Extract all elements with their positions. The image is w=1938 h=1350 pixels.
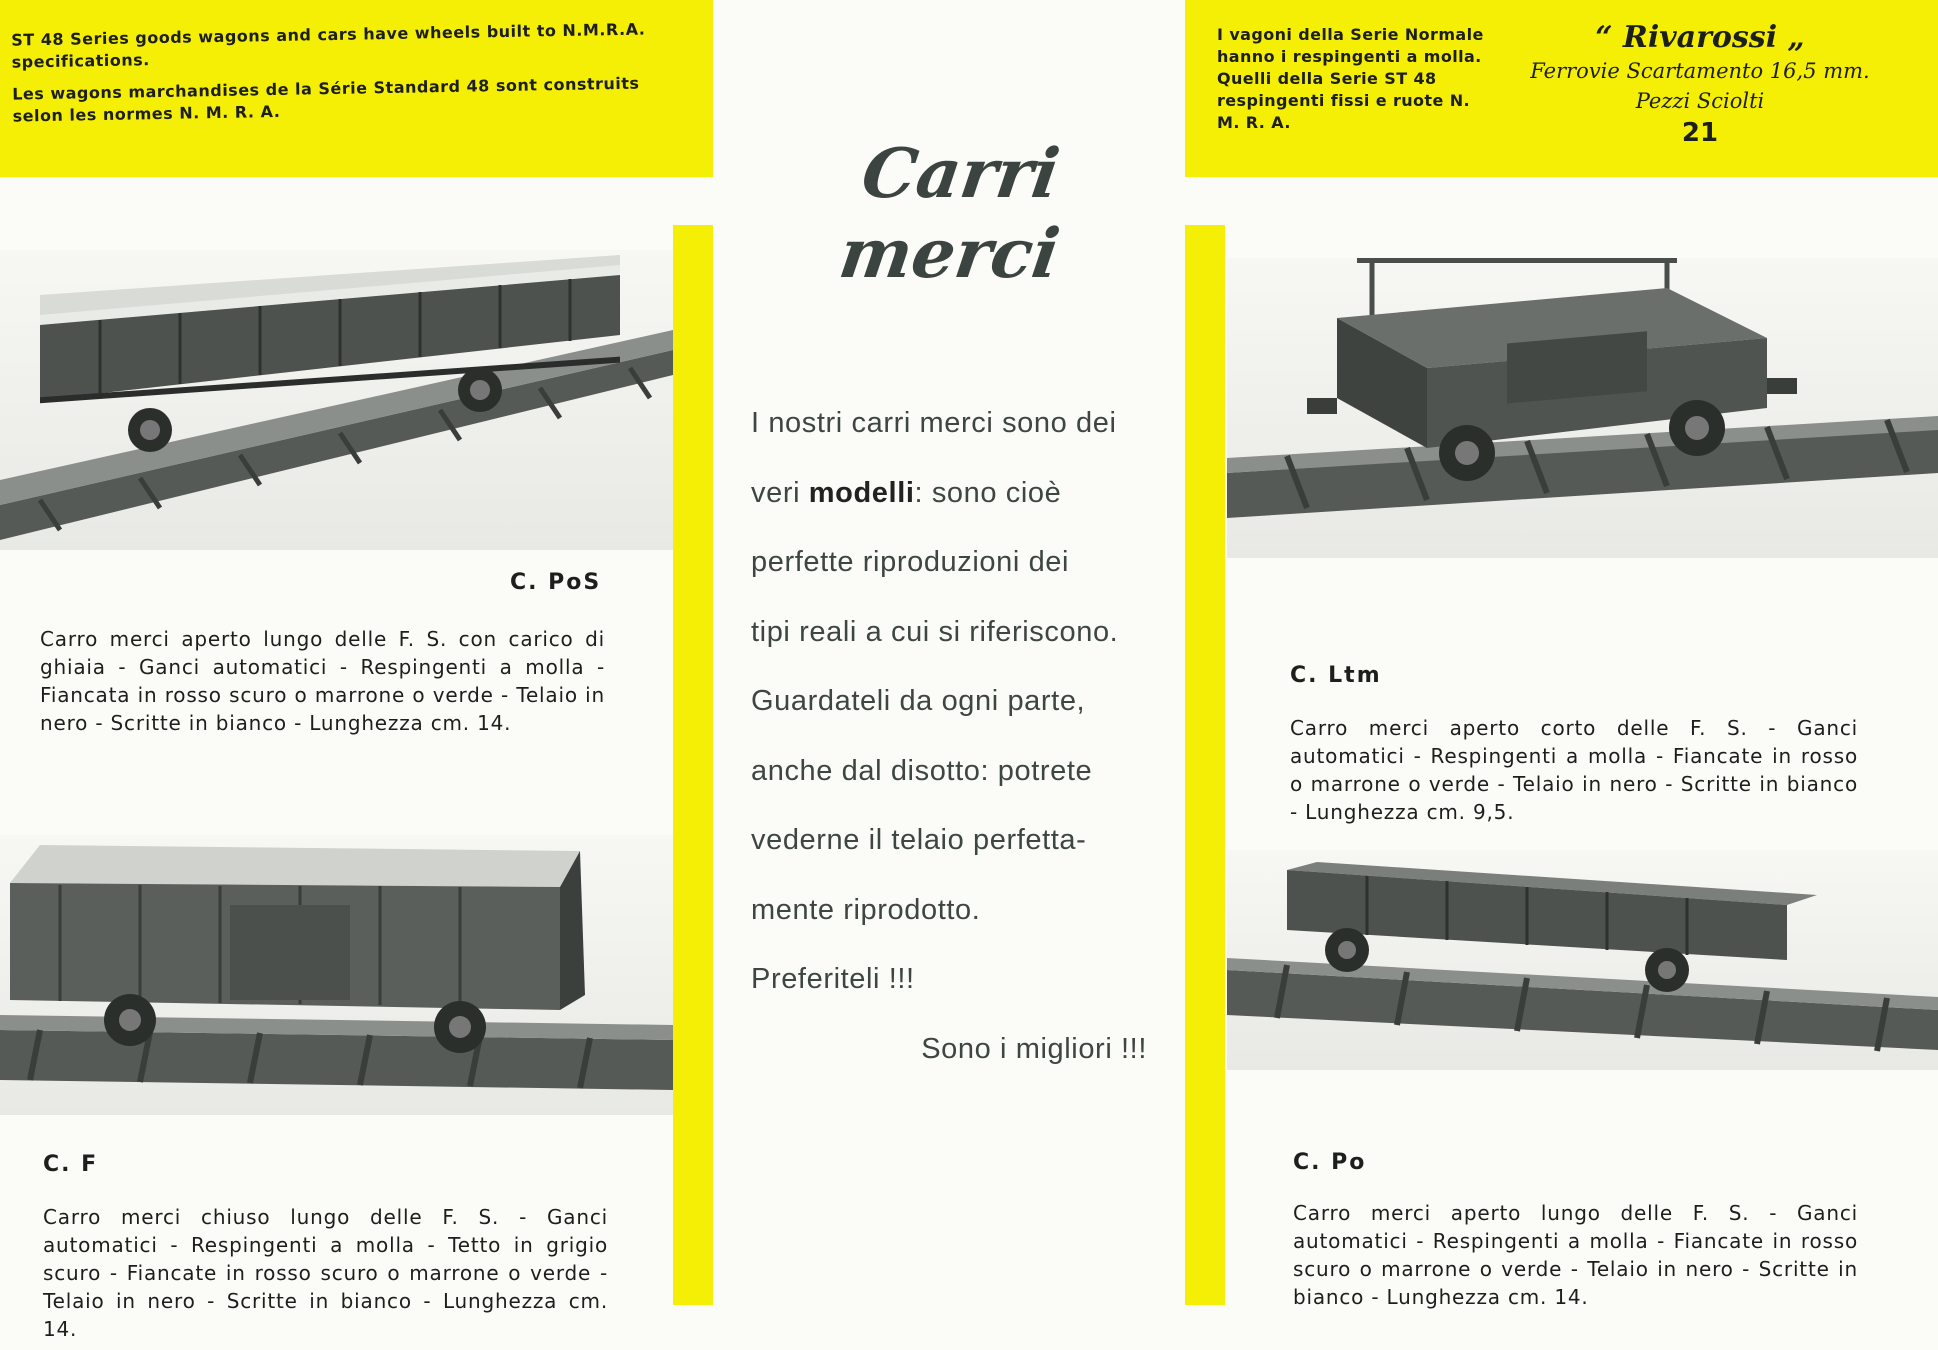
brand-subtitle-gauge: Ferrovie Scartamento 16,5 mm.: [1530, 59, 1870, 83]
center-line: Preferiteli !!!: [751, 963, 915, 995]
center-line: Sono i migliori !!!: [921, 1032, 1147, 1065]
yellow-strip-left: [673, 225, 713, 1305]
center-line: anche dal disotto: potrete: [751, 754, 1093, 787]
page-number: 21: [1681, 118, 1719, 148]
wagon-code-f: C. F: [43, 1152, 99, 1177]
center-line: vederne il telaio perfetta-: [751, 824, 1087, 856]
covered-wagon-photo: [0, 835, 673, 1115]
wagon-code-pos: C. PoS: [510, 570, 602, 595]
wagon-code-po: C. Po: [1293, 1150, 1367, 1175]
wagon-description-pos: Carro merci aperto lungo delle F. S. con carico di ghiaia - Ganci automatici - Respingenti a molla - Fiancata in rosso scuro o marrone o verde - Telaio in nero - Scritte in bianco - Lunghezza cm. 14.: [40, 627, 605, 735]
header-note-french: Les wagons marchandises de la Série Standard 48 sont construits selon les normes N. M. R. A.: [12, 73, 640, 126]
wagon-description-f: Carro merci chiuso lungo delle F. S. - Ganci automatici - Respingenti a molla - Tetto in grigio scuro - Fiancate in rosso scuro o marrone o verde - Telaio in nero - Scritte in bianco - Lunghezza cm. 14.: [43, 1205, 608, 1341]
center-emphasis: modelli: [808, 476, 915, 509]
yellow-strip-right: [1185, 225, 1225, 1305]
long-open-wagon-photo: [1227, 850, 1938, 1070]
wagon-code-ltm: C. Ltm: [1290, 663, 1382, 688]
center-line: mente riprodotto.: [751, 893, 981, 926]
brand-block: [1510, 20, 1890, 150]
wagon-description-ltm: Carro merci aperto corto delle F. S. - Ganci automatici - Respingenti a molla - Fiancate in rosso o marrone o verde - Telaio in nero - Scritte in bianco - Lunghezza cm. 9,5.: [1290, 716, 1858, 824]
header-note-english: ST 48 Series goods wagons and cars have wheels built to N.M.R.A. specifications.: [11, 19, 646, 72]
brand-subtitle-parts: Pezzi Sciolti: [1635, 89, 1765, 113]
center-line: [751, 459, 1147, 529]
center-line: perfette riproduzioni dei: [751, 546, 1070, 578]
header-note-italian: I vagoni della Serie Normale hanno i respingenti a molla. Quelli della Serie ST 48 respingenti fissi e ruote N. M. R. A.: [1217, 25, 1484, 132]
wagon-description-po: Carro merci aperto lungo delle F. S. - Ganci automatici - Respingenti a molla - Fiancate in rosso scuro o marrone o verde - Telaio in nero - Scritte in bianco - Lunghezza cm. 14.: [1293, 1201, 1858, 1309]
open-wagon-gravel-photo: [0, 250, 673, 550]
center-line: Guardateli da ogni parte,: [751, 685, 1086, 717]
header-left-notes: [11, 18, 653, 137]
center-line-part: veri: [751, 476, 809, 509]
brand-name: “ Rivarossi „: [1595, 20, 1805, 55]
center-paragraph: [751, 389, 1147, 1084]
center-line-part: : sono cioè: [914, 476, 1062, 509]
center-line: tipi reali a cui si riferiscono.: [751, 615, 1119, 648]
short-open-wagon-photo: [1227, 258, 1938, 558]
center-line: I nostri carri merci sono dei: [751, 407, 1117, 439]
page-title: Carri merci: [834, 134, 1065, 294]
